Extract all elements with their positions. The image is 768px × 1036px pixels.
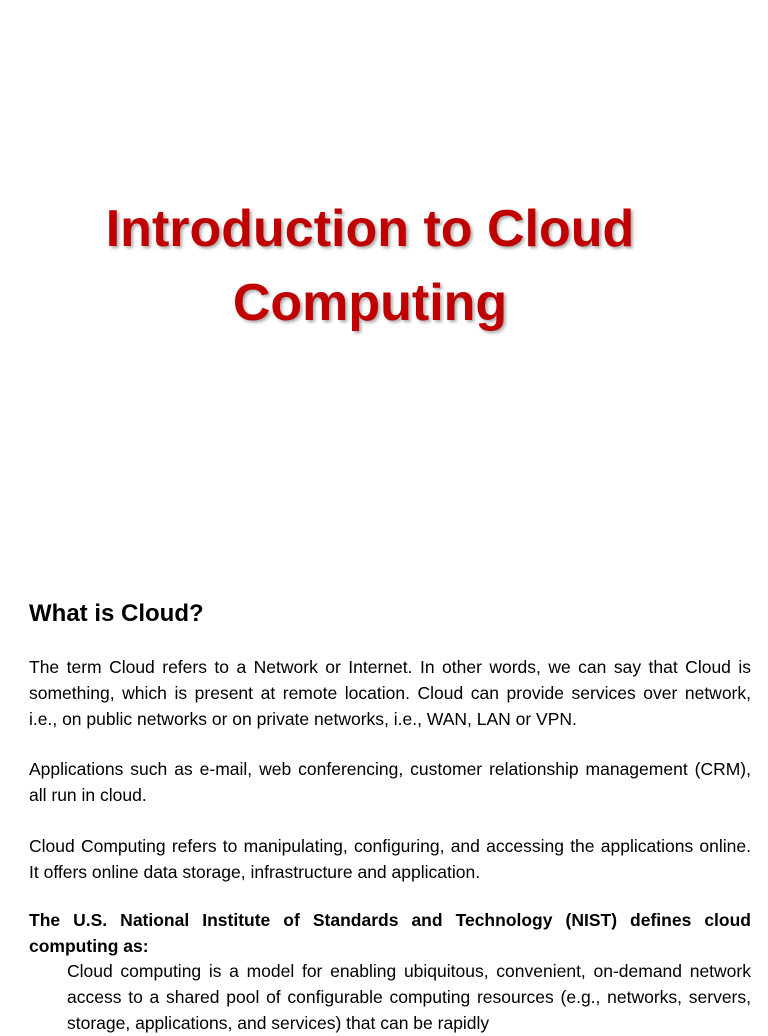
nist-definition-paragraph: Cloud computing is a model for enabling ubiquitous, convenient, on-demand network access to a shared pool of configurable computing resources (e.g., networks, servers, storage, applications, and services) that can be rapidly [67, 961, 751, 1033]
cloud-definition-paragraph: The term Cloud refers to a Network or Internet. In other words, we can say that Cloud is something, which is present at remote location. Cloud can provide services over network, i.e., on public networks or on private networks, i.e., WAN, LAN or VPN. [29, 657, 751, 729]
cloud-applications-paragraph: Applications such as e-mail, web conferencing, customer relationship management (CRM), all run in cloud. [29, 759, 751, 805]
slide-title-line-2: Computing [232, 274, 508, 332]
nist-lead-paragraph: The U.S. National Institute of Standards and Technology (NIST) defines cloud computing as: [29, 910, 751, 956]
slide-title-line-1: Introduction to Cloud [105, 200, 635, 258]
cloud-computing-paragraph: Cloud Computing refers to manipulating, configuring, and accessing the applications online. It offers online data storage, infrastructure and application. [29, 836, 751, 882]
section-heading: What is Cloud? [29, 600, 204, 627]
slide-title [0, 192, 740, 340]
